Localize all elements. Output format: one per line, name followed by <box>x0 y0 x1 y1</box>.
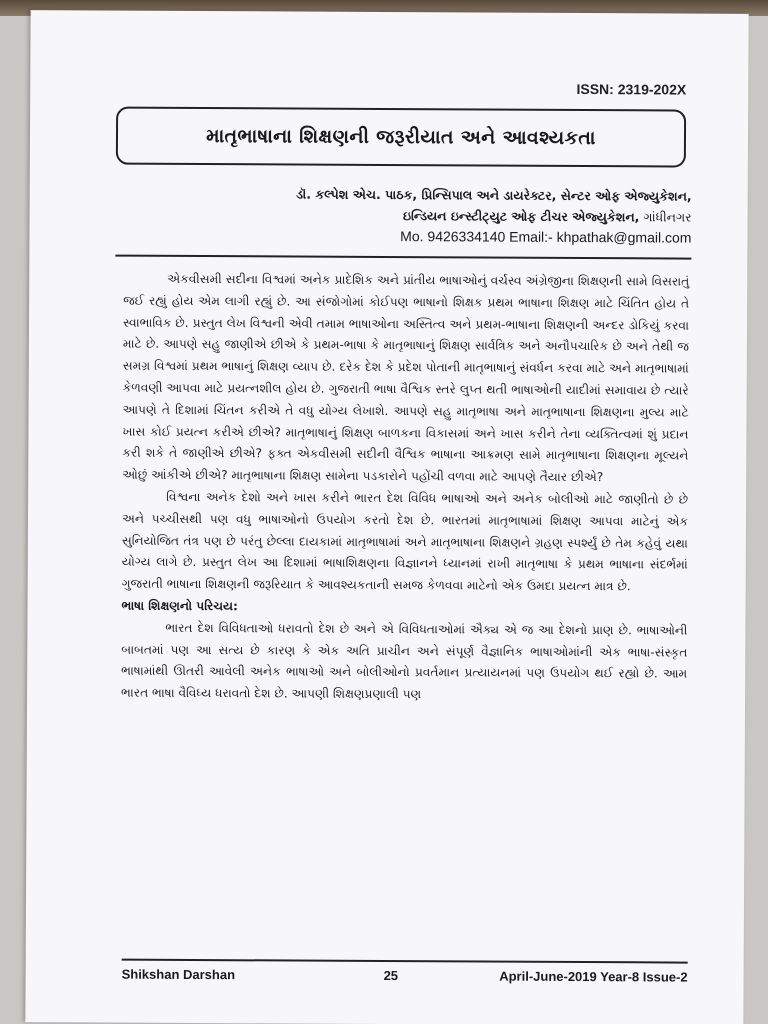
section-heading: ભાષા શિક્ષણનો પરિચય: <box>121 598 238 614</box>
footer-divider <box>122 959 688 964</box>
issn-number: ISSN: 2319-202X <box>576 80 687 98</box>
author-name-line: ડૉ. કલ્પેશ એચ. પાઠક, પ્રિન્સિપાલ અને ડાયરેક્ટર, સેન્ટર ઓફ એજ્યુકેશન, <box>296 186 692 204</box>
paragraph-1: એકવીસમી સદીના વિશ્વમાં અનેક પ્રાદેશિક અને પ્રાંતીય ભાષાઓનું વર્ચસ્વ અંગ્રેજીના શિક્ષણની સામે વિસરાતું જઈ રહ્યું હોય એમ લાગી રહ્યું છે. આ સંજોગોમાં કોઈપણ ભાષાનો શિક્ષક પ્રથમ ભાષાના શિક્ષણ માટે ચિંતિત હોય તે સ્વાભાવિક છે. પ્રસ્તુત લેખ વિશ્વની એવી તમામ ભાષાઓના અસ્તિત્વ અને પ્રથમ-ભાષાના શિક્ષણની અન્દર ડોકિયું કરવા માટે છે. આપણે સહુ જાણીએ છીએ કે પ્રથમ-ભાષા કે માતૃભાષાનું શિક્ષણ સાર્વત્રિક અને અનૌપચારિક છે અને તેથી જ સમગ્ર વિશ્વમાં પ્રથમ ભાષાનું શિક્ષણ વ્યાપ છે. દરેક દેશ કે પ્રદેશ પોતાની માતૃભાષાનું સંવર્ધન કરવા માટે અને માતૃભાષામાં કેળવણી આપવા માટે પ્રયત્નશીલ હોય છે. ગુજરાતી ભાષા વૈશ્વિક સ્તરે લુપ્ત થતી ભાષાઓની યાદીમાં સમાવાય છે ત્યારે આપણે તે દિશામાં ચિંતન કરીએ તે વધુ યોગ્ય લેખાશે. આપણે સહુ માતૃભાષા અને માતૃભાષાના શિક્ષણના મુલ્ય માટે ખાસ કોઈ પ્રયત્ન કરીએ છીએ? માતૃભાષાનું શિક્ષણ બાળકના વિકાસમાં અને ખાસ કરીને તેના વ્યક્તિત્વમાં શું પ્રદાન કરી શકે તે જાણીએ છીએ? ફક્ત એકવીસમી સદીની વૈશ્વિક ભાષાના આક્રમણ સામે માતૃભાષાના શિક્ષણના મૂલ્યને ઓછું આંકીએ છીએ? માતૃભાષાના શિક્ષણ સામેના પડકારોને પહોંચી વળવા માટે આપણે તૈયાર છીએ? <box>122 271 690 485</box>
author-institute: ઇન્ડિયન ઇન્સ્ટીટ્યુટ ઓફ ટીચર એજ્યુકેશન, <box>402 208 640 225</box>
author-block <box>296 184 692 249</box>
article-title: માતૃભાષાના શિક્ષણની જરૂરીયાત અને આવશ્યકતા <box>206 125 596 150</box>
author-institute-line <box>296 205 692 228</box>
journal-page <box>25 10 748 1024</box>
section-paragraph: ભારત દેશ વિવિધતાઓ ધરાવતો દેશ છે અને એ વિવિધતાઓમાં ઐક્ય એ જ આ દેશનો પ્રાણ છે. ભાષાઓની બાબતમાં પણ આ સત્ય છે કારણ કે એક અતિ પ્રાચીન અને સંપૂર્ણ વૈજ્ઞાનિક ભાષાઓમાંની એક ભાષા-સંસ્કૃત ભાષામાંથી ઊતરી આવેલી અનેક ભાષાઓ અને બોલીઓનો પ્રવર્તમાન પ્રત્યાયનમાં પણ ઉપયોગ થઈ રહ્યો છે. આમ ભારત ભાષા વૈવિધ્ય ધરાવતો દેશ છે. આપણી શિક્ષણપ્રણાલી પણ <box>121 620 688 702</box>
page-number: 25 <box>383 967 399 984</box>
title-box <box>116 107 686 168</box>
page-footer <box>121 966 688 985</box>
paragraph-2: વિશ્વના અનેક દેશો અને ખાસ કરીને ભારત દેશ વિવિધ ભાષાઓ અને અનેક બોલીઓ માટે જાણીતો છે છે અને પચ્ચીસથી પણ વધુ ભાષાઓનો ઉપયોગ કરતો દેશ છે. ભારતમાં માતૃભાષામાં શિક્ષણ આપવા માટેનું એક સુનિયોજિત તંત્ર પણ છે પરંતુ છેલ્લા દાયકામાં માતૃભાષામાં અને માતૃભાષાના શિક્ષણને ગ્રહણ સ્પર્શ્યું છે તેમ કહેવું યથા યોગ્ય લાગે છે. પ્રસ્તુત લેખ આ દિશામાં ભાષાશિક્ષણના વિજ્ઞાનને ધ્યાનમાં રાખી માતૃભાષા કે પ્રથમ ભાષાના સંદર્ભમાં ગુજરાતી ભાષાના શિક્ષણની જરૂરિયાત કે આવશ્યકતાની સમજ કેળવવા માટેનો એક ઉમદા પ્રયત્ન માત્ર છે. <box>121 489 689 594</box>
journal-name: Shikshan Darshan <box>121 966 236 983</box>
header-divider <box>115 255 691 260</box>
issue-info: April-June-2019 Year-8 Issue-2 <box>499 968 688 985</box>
article-body <box>121 269 689 708</box>
author-city: ગાંધીનગર <box>639 209 692 225</box>
author-contact: Mo. 9426334140 Email:- khpathak@gmail.com <box>400 228 692 246</box>
